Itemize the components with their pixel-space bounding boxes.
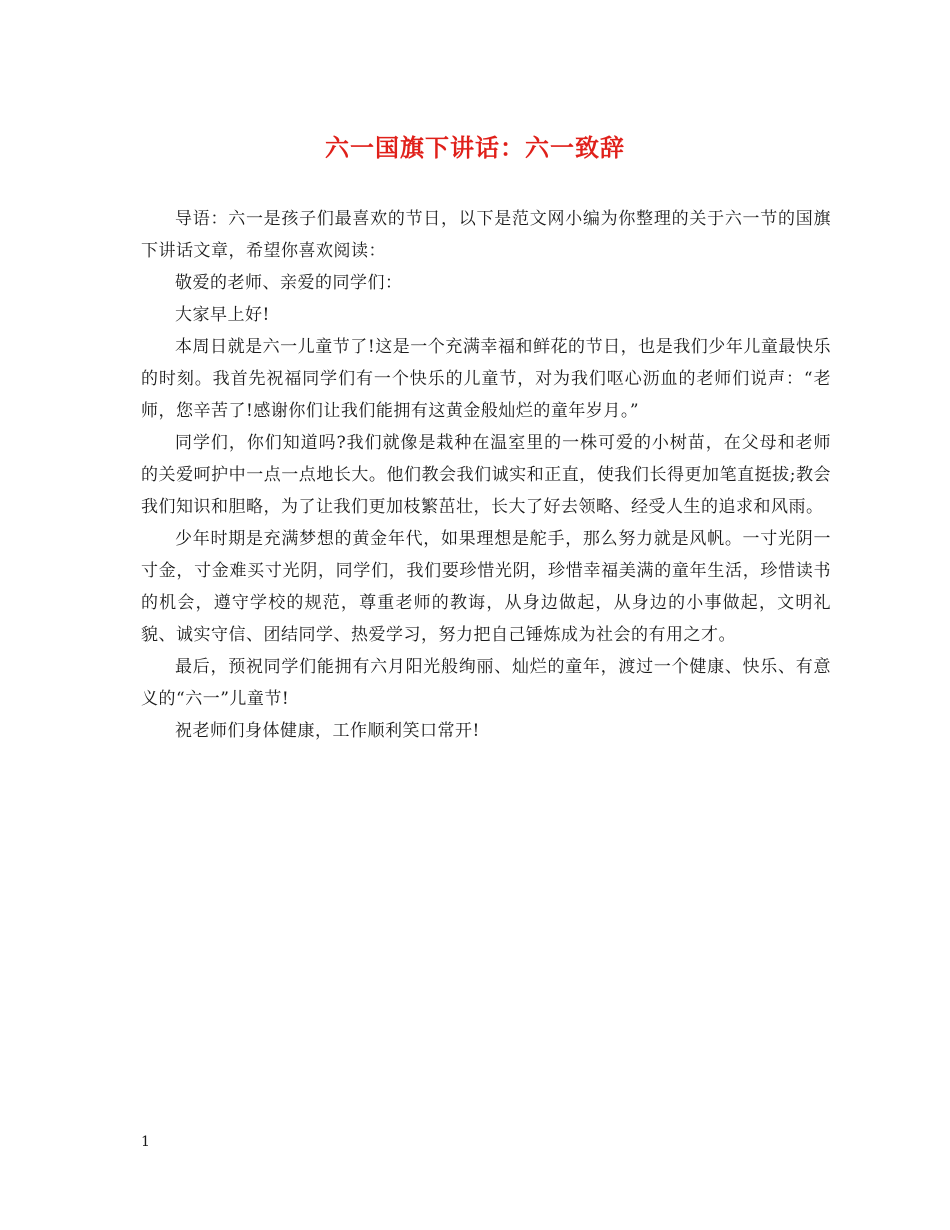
document-body [141, 203, 831, 747]
paragraph-intro: 导语：六一是孩子们最喜欢的节日，以下是范文网小编为你整理的关于六一节的国旗下讲话文章，希望你喜欢阅读： [141, 209, 831, 261]
paragraph-salutation: 敬爱的老师、亲爱的同学们： [175, 273, 403, 293]
paragraph-wish: 祝老师们身体健康，工作顺利笑口常开! [175, 721, 480, 741]
page-number: 1 [141, 1134, 150, 1150]
document-title: 六一国旗下讲话：六一致辞 [325, 133, 625, 162]
paragraph-closing: 最后，预祝同学们能拥有六月阳光般绚丽、灿烂的童年，渡过一个健康、快乐、有意义的“六一”儿童节! [141, 657, 831, 709]
paragraph-body-1: 本周日就是六一儿童节了!这是一个充满幸福和鲜花的节日，也是我们少年儿童最快乐的时刻。我首先祝福同学们有一个快乐的儿童节，对为我们呕心沥血的老师们说声：“老师，您辛苦了!感谢你们让我们能拥有这黄金般灿烂的童年岁月。” [141, 337, 831, 421]
paragraph-greeting: 大家早上好! [175, 305, 270, 325]
paragraph-body-2: 同学们，你们知道吗?我们就像是栽种在温室里的一株可爱的小树苗，在父母和老师的关爱呵护中一点一点地长大。他们教会我们诚实和正直，使我们长得更加笔直挺拔;教会我们知识和胆略，为了让我们更加枝繁茁壮，长大了好去领略、经受人生的追求和风雨。 [141, 433, 831, 517]
paragraph-body-3: 少年时期是充满梦想的黄金年代，如果理想是舵手，那么努力就是风帆。一寸光阴一寸金，寸金难买寸光阴，同学们，我们要珍惜光阴，珍惜幸福美满的童年生活，珍惜读书的机会，遵守学校的规范，尊重老师的教诲，从身边做起，从身边的小事做起，文明礼貌、诚实守信、团结同学、热爱学习，努力把自己锤炼成为社会的有用之才。 [141, 529, 831, 645]
